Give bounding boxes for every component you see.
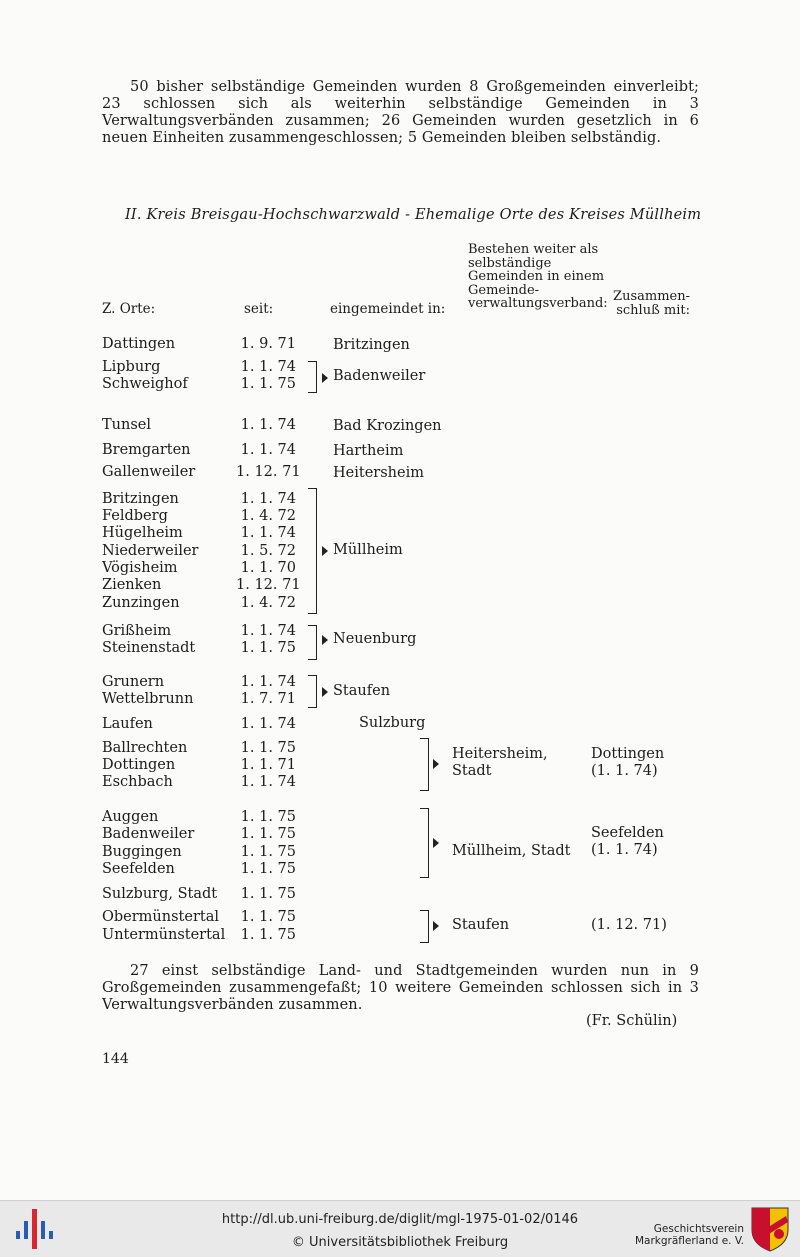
ort-name: Schweighof	[102, 376, 188, 392]
ort-name: Untermünstertal	[102, 927, 226, 943]
seit-date: 1. 1. 74	[240, 417, 296, 433]
seit-date: 1. 1. 75	[240, 640, 296, 656]
ort-name: Dottingen	[102, 757, 176, 773]
bracket	[308, 361, 317, 393]
seit-date: 1. 1. 70	[240, 560, 296, 576]
seit-date: 1. 4. 72	[240, 595, 296, 611]
ort-name: Bremgarten	[102, 442, 191, 458]
coat-of-arms-icon	[750, 1206, 790, 1252]
ort-name: Sulzburg, Stadt	[102, 886, 218, 902]
ort-name: Buggingen	[102, 844, 182, 860]
ort-name: Tunsel	[102, 417, 152, 433]
ort-name: Grißheim	[102, 623, 172, 639]
ort-name: Badenweiler	[102, 826, 195, 842]
seit-date: 1. 1. 74	[240, 774, 296, 790]
organization-name: Geschichtsverein Markgräflerland e. V.	[634, 1223, 744, 1247]
bracket	[308, 675, 317, 708]
verband-staufen: Staufen	[452, 917, 510, 933]
seit-date: 1. 1. 74	[240, 359, 296, 375]
seit-date: 1. 1. 75	[240, 826, 296, 842]
ort-name: Eschbach	[102, 774, 173, 790]
bracket	[420, 808, 429, 878]
verband-heitersheim: Heitersheim, Stadt	[452, 746, 548, 779]
ort-name: Zienken	[102, 577, 162, 593]
eingemeindet-staufen: Staufen	[333, 683, 391, 699]
ort-name: Ballrechten	[102, 740, 188, 756]
arrow-right-icon	[322, 546, 328, 556]
bracket	[308, 625, 317, 660]
arrow-right-icon	[322, 635, 328, 645]
viewer-footer	[0, 1200, 800, 1257]
seit-date: 1. 1. 71	[240, 757, 296, 773]
seit-date: 1. 1. 74	[240, 525, 296, 541]
closing-paragraph: 27 einst selbständige Land- und Stadtgemeinden wurden nun in 9 Großgemeinden zusammengefaßt; 10 weitere Gemeinden schlossen sich in 3 Verwaltungsverbänden zusammen.	[102, 963, 699, 1013]
bracket	[420, 910, 429, 943]
ort-name: Britzingen	[102, 491, 179, 507]
ort-name: Feldberg	[102, 508, 168, 524]
ort-name: Hügelheim	[102, 525, 183, 541]
seit-date: 1. 1. 75	[240, 886, 296, 902]
seit-date: 1. 1. 75	[240, 376, 296, 392]
ort-name: Zunzingen	[102, 595, 180, 611]
seit-date: 1. 4. 72	[240, 508, 296, 524]
seit-date: 1. 1. 74	[240, 623, 296, 639]
eingemeindet-bad-krozingen: Bad Krozingen	[333, 418, 442, 434]
ort-name: Auggen	[102, 809, 159, 825]
ort-name: Steinenstadt	[102, 640, 196, 656]
arrow-right-icon	[433, 838, 439, 848]
seit-date: 1. 1. 74	[240, 442, 296, 458]
seit-date: 1. 1. 75	[240, 927, 296, 943]
zusammenschluss-dottingen: Dottingen (1. 1. 74)	[591, 746, 665, 779]
verband-muellheim: Müllheim, Stadt	[452, 843, 571, 859]
ort-name: Vögisheim	[102, 560, 178, 576]
eingemeindet-neuenburg: Neuenburg	[333, 631, 417, 647]
header-eingemeindet: eingemeindet in:	[330, 301, 446, 317]
ort-name: Obermünstertal	[102, 909, 219, 925]
header-zusammenschluss: Zusammen- schluß mit:	[613, 289, 690, 318]
seit-date: 1. 1. 74	[240, 674, 296, 690]
ort-name: Lipburg	[102, 359, 161, 375]
seit-date: 1. 1. 75	[240, 809, 296, 825]
zusammenschluss-staufen: (1. 12. 71)	[591, 917, 667, 933]
seit-date: 1. 5. 72	[240, 543, 296, 559]
arrow-right-icon	[433, 921, 439, 931]
header-seit: seit:	[244, 301, 274, 317]
bracket	[420, 738, 429, 791]
eingemeindet-muellheim: Müllheim	[333, 542, 403, 558]
seit-date: 1. 1. 75	[240, 861, 296, 877]
ort-name: Niederweiler	[102, 543, 199, 559]
intro-paragraph: 50 bisher selbständige Gemeinden wurden 8 Großgemeinden einverleibt; 23 schlossen sich als weiterhin selbständige Gemeinden in 3 Verwaltungsverbänden zusammen; 26 Gemeinden wurden gesetzlich in 6 neuen Einheiten zusammengeschlossen; 5 Gemeinden bleiben selbständig.	[102, 79, 699, 146]
ort-name: Dattingen	[102, 336, 176, 352]
ort-name: Grunern	[102, 674, 165, 690]
arrow-right-icon	[433, 759, 439, 769]
seit-date: 1. 12. 71	[236, 464, 301, 480]
ort-name: Gallenweiler	[102, 464, 196, 480]
page-number: 144	[102, 1051, 129, 1067]
arrow-right-icon	[322, 373, 328, 383]
eingemeindet-badenweiler: Badenweiler	[333, 368, 426, 384]
seit-date: 1. 1. 74	[240, 491, 296, 507]
eingemeindet-hartheim: Hartheim	[333, 443, 404, 459]
document-url[interactable]: http://dl.ub.uni-freiburg.de/diglit/mgl-1975-01-02/0146	[221, 1212, 579, 1227]
seit-date: 1. 9. 71	[240, 336, 296, 352]
copyright-notice: © Universitätsbibliothek Freiburg	[291, 1235, 509, 1250]
eingemeindet-britzingen: Britzingen	[333, 337, 410, 353]
section-heading: II. Kreis Breisgau-Hochschwarzwald - Ehemalige Orte des Kreises Müllheim	[125, 207, 702, 223]
header-verband: Bestehen weiter als selbständige Gemeinden in einem Gemeinde- verwaltungsverband:	[468, 242, 608, 311]
seit-date: 1. 7. 71	[240, 691, 296, 707]
ort-name: Wettelbrunn	[102, 691, 194, 707]
seit-date: 1. 1. 75	[240, 844, 296, 860]
eingemeindet-heitersheim: Heitersheim	[333, 465, 424, 481]
seit-date: 1. 12. 71	[236, 577, 301, 593]
header-orte: Z. Orte:	[102, 301, 156, 317]
seit-date: 1. 1. 75	[240, 740, 296, 756]
bracket	[308, 488, 317, 614]
ort-name: Seefelden	[102, 861, 175, 877]
seit-date: 1. 1. 75	[240, 909, 296, 925]
arrow-right-icon	[322, 687, 328, 697]
eingemeindet-sulzburg: Sulzburg	[359, 715, 426, 731]
zusammenschluss-seefelden: Seefelden (1. 1. 74)	[591, 825, 664, 858]
seit-date: 1. 1. 74	[240, 716, 296, 732]
ort-name: Laufen	[102, 716, 153, 732]
author-credit: (Fr. Schülin)	[586, 1013, 678, 1029]
